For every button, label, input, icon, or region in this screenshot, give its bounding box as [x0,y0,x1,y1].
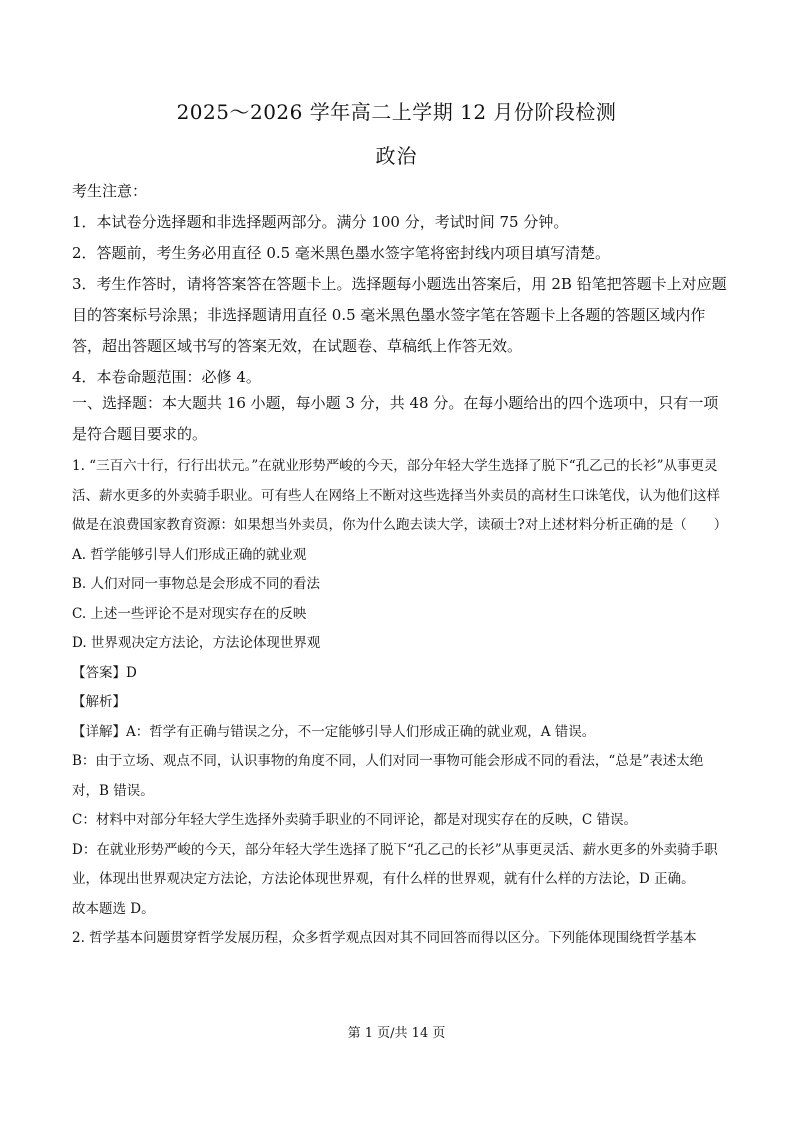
notice-item: 2．答题前，考生务必用直径 0.5 毫米黑色墨水签字笔将密封线内项目填写清楚。 [72,244,610,262]
notice-block [72,176,727,393]
analysis-label: 【解析】 [72,694,126,710]
notice-item: 1．本试卷分选择题和非选择题两部分。满分 100 分，考试时间 75 分钟。 [72,213,569,231]
subject-title: 政治 [375,144,418,168]
answer-line: 【答案】D [72,664,137,681]
notice-heading: 考生注意： [72,182,148,200]
detail-line: B：由于立场、观点不同，认识事物的角度不同，人们对同一事物可能会形成不同的看法，“总是”表述太绝对，B 错误。 [72,753,704,799]
section-heading: 一、选择题：本大题共 16 小题，每小题 3 分，共 48 分。在每小题给出的四个选项中，只有一项是符合题目要求的。 [72,394,719,443]
question-stem-next: 2. 哲学基本问题贯穿哲学发展历程，众多哲学观点因对其不同回答而得以区分。下列能体现围绕哲学基本 [72,930,697,946]
option-c: C. 上述一些评论不是对现实存在的反映 [72,605,307,622]
detail-line: C：材料中对部分年轻大学生选择外卖骑手职业的不同评论，都是对现实存在的反映，C 错误。 [72,812,637,828]
notice-item: 4．本卷命题范围：必修 4。 [72,368,261,386]
question-stem: 1. “三百六十行，行行出状元。”在就业形势严峻的今天，部分年轻大学生选择了脱下“孔乙己的长衫”从事更灵活、薪水更多的外卖骑手职业。可有些人在网络上不断对这些选择当外卖员的高材生口诛笔伐，认为他们这样做是在浪费国家教育资源：如果想当外卖员，你为什么跑去读大学，读硕士?对上述材料分析正确的是（ ） [72,458,728,533]
notice-item: 3．考生作答时，请将答案答在答题卡上。选择题每小题选出答案后，用 2B 铅笔把答题卡上对应题目的答案标号涂黑；非选择题请用直径 0.5 毫米黑色墨水签字笔在答题卡上各题的答题区域内作答，超出答题区域书写的答案无效，在试题卷、草稿纸上作答无效。 [72,275,727,355]
option-a: A. 哲学能够引导人们形成正确的就业观 [72,546,307,563]
exam-title: 2025～2026 学年高二上学期 12 月份阶段检测 [176,100,617,124]
detail-line: D：在就业形势严峻的今天，部分年轻大学生选择了脱下“孔乙己的长衫”从事更灵活、薪水更多的外卖骑手职业，体现出世界观决定方法论，方法论体现世界观，有什么样的世界观，就有什么样的方法论，D 正确。 [72,841,718,887]
option-d: D. 世界观决定方法论，方法论体现世界观 [72,635,321,651]
detail-line: 【详解】A：哲学有正确与错误之分，不一定能够引导人们形成正确的就业观，A 错误。 [72,723,596,740]
page-footer: 第 1 页/共 14 页 [347,1026,446,1041]
detail-line: 故本题选 D。 [72,900,155,917]
option-b: B. 人们对同一事物总是会形成不同的看法 [72,576,321,592]
section-heading-block [72,388,727,450]
question-area [72,452,727,954]
